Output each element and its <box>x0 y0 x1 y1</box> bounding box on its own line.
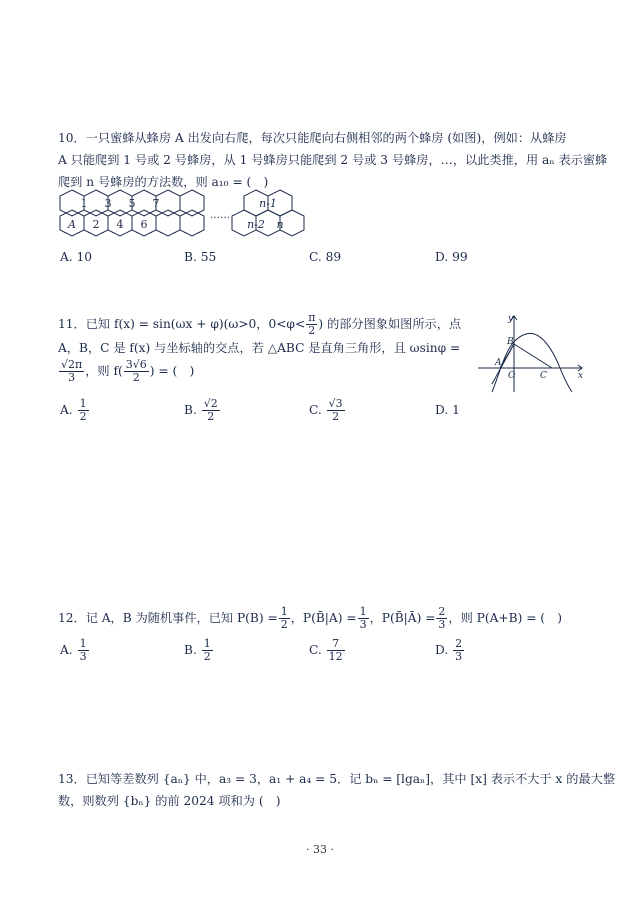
hex-label-1: 1 <box>80 197 88 210</box>
q11-line-1: 11．已知 f(x) = sin(ωx + φ)(ω>0，0<φ< $\frac{\pi}{2}$ ) 的部分图象如图所示，点 <box>58 311 462 337</box>
hex-label-2: 2 <box>92 218 100 231</box>
graph-O-label: O <box>508 371 516 381</box>
fraction-argument: $\frac{3√6}{2}$ <box>125 358 147 384</box>
q11-option-b: B. $\frac{√2}{2}$ <box>184 397 218 423</box>
graph-A-label: A <box>495 358 502 368</box>
q10-option-a: A. 10 <box>60 250 93 264</box>
hex-label-n-1: n-1 <box>259 197 277 210</box>
q12-line-1: 12．记 A，B 为随机事件，已知 P(B) = $\frac{1}{2}$ ，P(B̄|A) = $\frac{1}{3}$ ，P(B̄|Ā) = $\frac{2}{3}$ ，则 P(A+B) = ( ) <box>58 605 563 631</box>
question-11 <box>58 311 462 384</box>
question-12 <box>58 606 598 631</box>
question-13 <box>58 768 616 812</box>
hex-label-3: 3 <box>104 197 112 210</box>
fraction-pi-over-2: $\frac{\pi}{2}$ <box>308 311 316 337</box>
q12-option-b: B. $\frac{1}{2}$ <box>184 637 211 663</box>
honeycomb-figure <box>52 188 312 244</box>
q10-option-d: D. 99 <box>435 250 468 264</box>
q11-option-a: A. $\frac{1}{2}$ <box>60 397 87 423</box>
graph-C-label: C <box>540 371 547 381</box>
graph-x-label: x <box>578 371 584 381</box>
question-10 <box>58 127 608 193</box>
hex-label-5: 5 <box>128 197 136 210</box>
hex-label-n-2: n-2 <box>247 218 265 231</box>
q11-option-d: D. 1 <box>435 403 460 417</box>
graph-B-label: B <box>507 337 514 347</box>
fraction-value: $\frac{√2\pi}{3}$ <box>61 358 83 384</box>
graph-y-label: y <box>508 314 514 324</box>
sine-graph <box>478 312 588 394</box>
q11-option-c: C. $\frac{√3}{2}$ <box>309 397 343 423</box>
q10-line-1: 10．一只蜜蜂从蜂房 A 出发向右爬，每次只能爬向右侧相邻的两个蜂房 (如图)，例如：从蜂房 <box>58 131 567 145</box>
q10-option-b: B. 55 <box>184 250 217 264</box>
hex-label-4: 4 <box>116 218 124 231</box>
q13-line-2: 数，则数列 {bₙ} 的前 2024 项和为 ( ) <box>58 794 281 808</box>
hex-label-A: A <box>68 218 76 231</box>
hex-label-6: 6 <box>140 218 148 231</box>
hex-ellipsis: …… <box>210 210 230 221</box>
q12-option-c: C. $\frac{7}{12}$ <box>309 637 343 663</box>
q10-option-c: C. 89 <box>309 250 342 264</box>
hex-label-n: n <box>276 218 284 231</box>
q12-option-a: A. $\frac{1}{3}$ <box>60 637 87 663</box>
q10-line-2: A 只能爬到 1 号或 2 号蜂房，从 1 号蜂房只能爬到 2 号或 3 号蜂房，…，以此类推，用 aₙ 表示蜜蜂 <box>58 153 608 167</box>
page-number: · 33 · <box>306 843 334 856</box>
q11-line-2: A，B，C 是 f(x) 与坐标轴的交点，若 △ABC 是直角三角形，且 ωsinφ = <box>58 341 461 355</box>
q11-line-3: $\frac{√2\pi}{3}$ ，则 f( $\frac{3√6}{2}$ ) = ( ) <box>61 358 195 384</box>
q13-line-1: 13．已知等差数列 {aₙ} 中，a₃ = 3，a₁ + a₄ = 5．记 bₙ = [lgaₙ]，其中 [x] 表示不大于 x 的最大整 <box>58 772 616 786</box>
q12-option-d: D. $\frac{2}{3}$ <box>435 637 463 663</box>
q10-line-3: 爬到 n 号蜂房的方法数，则 a₁₀ = ( ) <box>58 175 269 189</box>
hex-label-7: 7 <box>152 197 160 210</box>
